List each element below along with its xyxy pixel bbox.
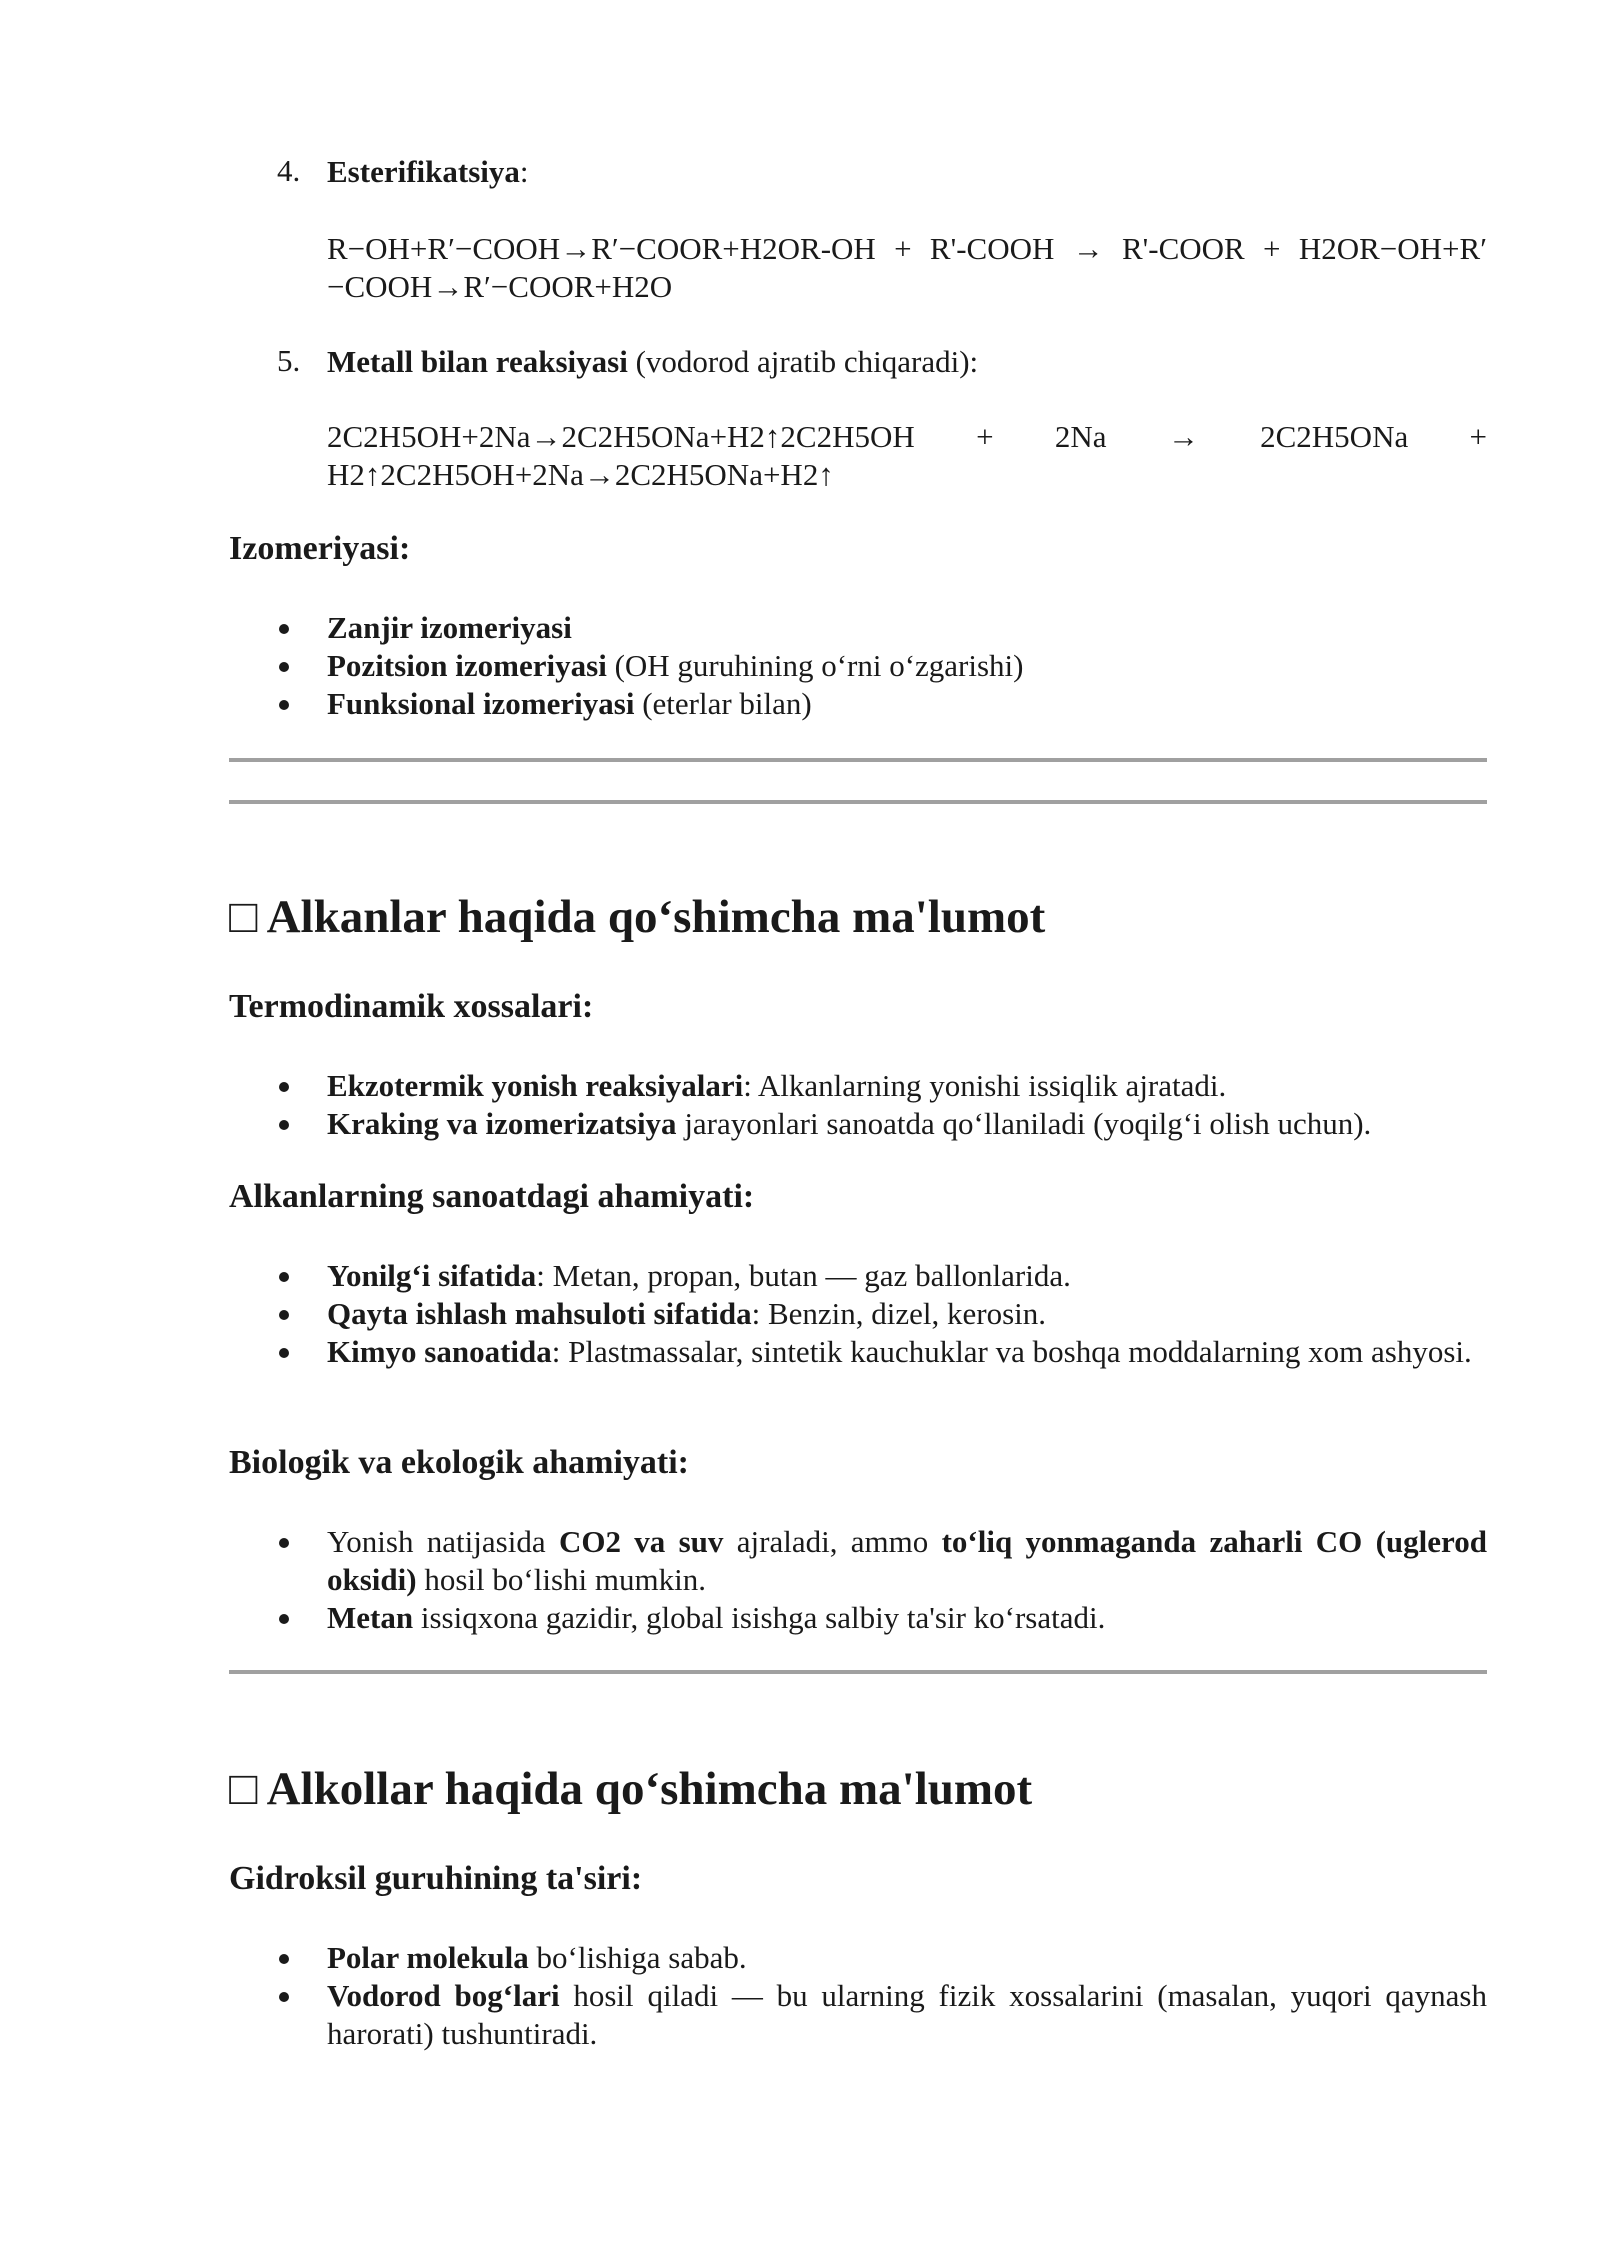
eco-bold: Metan bbox=[327, 1600, 414, 1635]
eco-heading: Biologik va ekologik ahamiyati: bbox=[229, 1444, 689, 1481]
eco-text: Yonish natijasida bbox=[327, 1524, 559, 1559]
bullet-icon bbox=[279, 700, 289, 710]
industry-heading: Alkanlarning sanoatdagi ahamiyati: bbox=[229, 1178, 755, 1215]
list-number-4: 4. bbox=[277, 153, 301, 188]
bullet-icon bbox=[279, 1348, 289, 1358]
industry-item-bold: Kimyo sanoatida bbox=[327, 1334, 552, 1369]
eco-text: hosil bo‘lishi mumkin. bbox=[416, 1562, 706, 1597]
thermo-item-bold: Kraking va izomerizatsiya bbox=[327, 1106, 677, 1141]
industry-item-chemistry bbox=[327, 1333, 1487, 1371]
hydroxyl-item-hbonds bbox=[327, 1977, 1487, 2053]
missing-glyph-icon: □ bbox=[229, 891, 258, 943]
bullet-icon bbox=[279, 1120, 289, 1130]
esterification-equation-line-2: −COOH→R′−COOR+H2O bbox=[327, 269, 673, 304]
list-number-5: 5. bbox=[277, 343, 301, 378]
metal-reaction-equation-line-1: 2C2H5OH+2Na→2C2H5ONa+H2↑2C2H5OH + 2Na → 2C2H5ONa + bbox=[327, 419, 1487, 454]
esterification-title: Esterifikatsiya bbox=[327, 154, 520, 189]
isomerism-item-functional bbox=[327, 685, 1487, 723]
hydroxyl-heading: Gidroksil guruhining ta'siri: bbox=[229, 1860, 643, 1897]
industry-item-text: : Benzin, dizel, kerosin. bbox=[751, 1296, 1047, 1331]
thermo-item-bold: Ekzotermik yonish reaksiyalari bbox=[327, 1068, 744, 1103]
metal-reaction-title: Metall bilan reaksiyasi bbox=[327, 344, 628, 379]
isomerism-item-text: (eterlar bilan) bbox=[634, 686, 812, 721]
isomerism-item-positional bbox=[327, 647, 1487, 685]
bullet-icon bbox=[279, 1992, 289, 2002]
eco-text: issiqxona gazidir, global isishga salbiy ta'sir ko‘rsatadi. bbox=[413, 1600, 1106, 1635]
horizontal-rule bbox=[229, 800, 1487, 804]
bullet-icon bbox=[279, 1272, 289, 1282]
hydroxyl-item-bold: Polar molekula bbox=[327, 1940, 529, 1975]
hydroxyl-item-text: bo‘lishiga sabab. bbox=[528, 1940, 747, 1975]
esterification-heading bbox=[327, 153, 1487, 191]
industry-item-bold: Yonilg‘i sifatida bbox=[327, 1258, 537, 1293]
thermo-item-cracking bbox=[327, 1105, 1487, 1143]
alcohols-section-title bbox=[229, 1762, 1032, 1816]
isomerism-item-bold: Zanjir izomeriyasi bbox=[327, 610, 572, 645]
thermo-heading: Termodinamik xossalari: bbox=[229, 988, 594, 1025]
bullet-icon bbox=[279, 662, 289, 672]
alcohols-title-text: Alkollar haqida qo‘shimcha ma'lumot bbox=[266, 1763, 1033, 1815]
bullet-icon bbox=[279, 1954, 289, 1964]
bullet-icon bbox=[279, 1614, 289, 1624]
industry-item-fuel bbox=[327, 1257, 1487, 1295]
thermo-item-text: : Alkanlarning yonishi issiqlik ajratadi. bbox=[743, 1068, 1227, 1103]
hydroxyl-item-polar bbox=[327, 1939, 1487, 1977]
isomerism-item-chain bbox=[327, 609, 1487, 647]
thermo-item-exothermic bbox=[327, 1067, 1487, 1105]
metal-reaction-note: (vodorod ajratib chiqaradi): bbox=[627, 344, 979, 379]
bullet-icon bbox=[279, 624, 289, 634]
thermo-item-text: jarayonlari sanoatda qo‘llaniladi (yoqilg‘i olish uchun). bbox=[676, 1106, 1372, 1141]
industry-item-text: : Metan, propan, butan — gaz ballonlarida. bbox=[536, 1258, 1071, 1293]
horizontal-rule bbox=[229, 758, 1487, 762]
eco-bold: CO2 va suv bbox=[558, 1524, 724, 1559]
alkanes-section-title bbox=[229, 890, 1045, 944]
isomerism-item-text: (OH guruhining o‘rni o‘zgarishi) bbox=[606, 648, 1024, 683]
missing-glyph-icon: □ bbox=[229, 1763, 258, 1815]
alkanes-title-text: Alkanlar haqida qo‘shimcha ma'lumot bbox=[266, 891, 1046, 943]
metal-reaction-heading bbox=[327, 343, 1487, 381]
hydroxyl-item-bold: Vodorod bog‘lari bbox=[327, 1978, 560, 2013]
industry-item-processing bbox=[327, 1295, 1487, 1333]
hydroxyl-item-text: hosil qiladi — bu ularning fizik xossalarini (masalan, yuqori qaynash harorati) tushuntiradi. bbox=[327, 1978, 1487, 2051]
bullet-icon bbox=[279, 1538, 289, 1548]
eco-bold: to‘liq yonmaganda zaharli CO (uglerod oksidi) bbox=[327, 1524, 1487, 1597]
esterification-colon: : bbox=[519, 154, 529, 189]
eco-item-methane bbox=[327, 1599, 1487, 1637]
industry-item-bold: Qayta ishlash mahsuloti sifatida bbox=[327, 1296, 752, 1331]
horizontal-rule bbox=[229, 1670, 1487, 1674]
metal-reaction-equation-line-2: H2↑2C2H5OH+2Na→2C2H5ONa+H2↑ bbox=[327, 457, 834, 492]
isomerism-heading: Izomeriyasi: bbox=[229, 530, 411, 567]
eco-text: ajraladi, ammo bbox=[723, 1524, 942, 1559]
isomerism-item-bold: Funksional izomeriyasi bbox=[327, 686, 635, 721]
isomerism-item-bold: Pozitsion izomeriyasi bbox=[327, 648, 607, 683]
esterification-equation-line-1: R−OH+R′−COOH→R′−COOR+H2OR-OH + R'-COOH → R'-COOR + H2OR−OH+R′ bbox=[327, 231, 1487, 266]
bullet-icon bbox=[279, 1082, 289, 1092]
bullet-icon bbox=[279, 1310, 289, 1320]
eco-item-combustion bbox=[327, 1523, 1487, 1599]
industry-item-text: : Plastmassalar, sintetik kauchuklar va boshqa moddalarning xom ashyosi. bbox=[551, 1334, 1472, 1369]
